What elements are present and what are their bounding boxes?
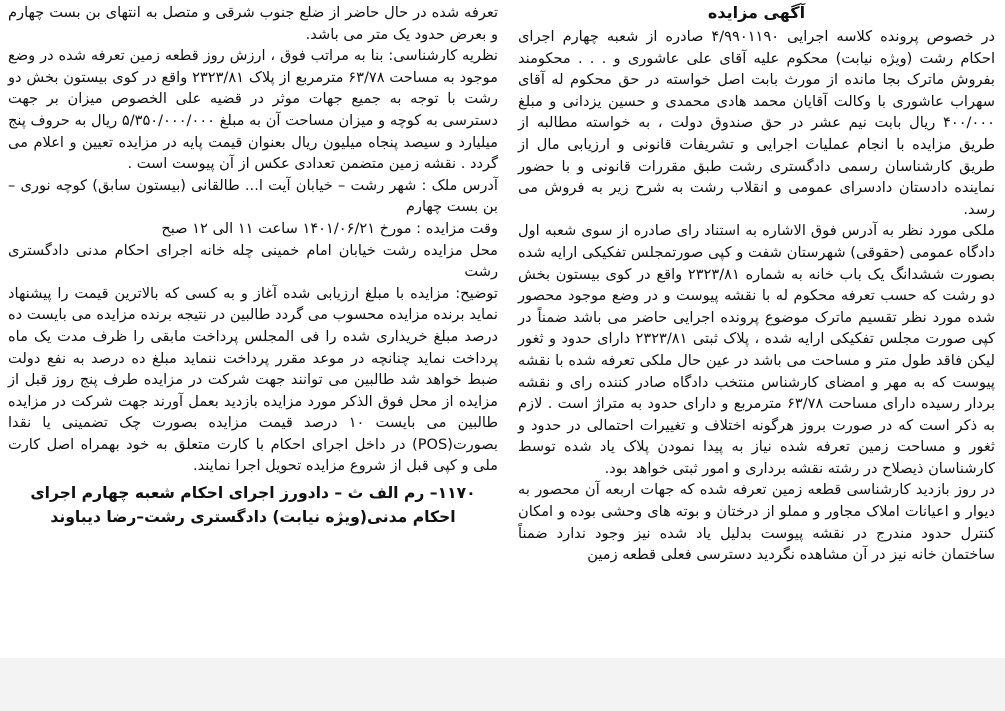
paragraph-access-continuation: تعرفه شده در حال حاضر از ضلع جنوب شرقی و متصل به انتهای بن بست چهارم و بعرض حدود یک متر می باشد. (8, 4, 498, 43)
paragraph-auction-time: وقت مزایده : مورخ ۱۴۰۱/۰۶/۲۱ ساعت ۱۱ الی ۱۲ صبح (161, 219, 498, 237)
paragraph-property-description: ملکی مورد نظر به آدرس فوق الاشاره به استناد رای صادره از سوی شعبه اول دادگاه عمومی (حقوقی) شهرستان شفت و کپی صورتمجلس تفکیکی ارایه شده بصورت ششدانگ یک باب خانه به شماره ۲۳۲۳/۸۱ واقع در کوی بیستون بخش دو رشت که حسب تعرفه محکوم له با نقشه پیوست و در وضع موجود محصور شده مورد نظر تقسیم ماترک موضوع پرونده اجرایی حاضر می باشد ضمناً در کپی صورت مجلس تفکیکی ارایه شده ، پلاک ثبتی ۲۳۲۳/۸۱ دارای حدود و ثغور لیکن فاقد طول متر و مساحت می باشد در عین حال ملکی تعرفه شده با نقشه پیوست که به مهر و امضای کارشناس منتخب دادگاه صادر کننده رای و نقشه بردار رسیده دارای مساحت ۶۳/۷۸ مترمربع و دارای حدود به متراژ است . لازم به ذکر است که در صورت بروز هرگونه اختلاف و تغییرات احتمالی در حدود و ثغور و مساحت زمین تعرفه شده نیاز به پیدا نمودن پلاک یاد شده توسط کارشناسان ذیصلاح در رشته نقشه برداری و امور ثبتی خواهد بود. (518, 222, 996, 477)
left-column (8, 2, 498, 529)
bottom-margin (0, 658, 1005, 711)
right-column (518, 2, 995, 566)
paragraph-terms: توضیح: مزایده با مبلغ ارزیابی شده آغاز و به کسی که بالاترین قیمت را پیشنهاد نماید برنده مزایده محسوب می گردد طالبین در نتیجه برنده مزایده می بایست ده درصد مبلغ خریداری شده را فی المجلس پرداخت مابقی را ظرف مدت یک ماه پرداخت نماید چنانچه در موعد مقرر پرداخت ننماید مبلغ ده درصد به نفع دولت ضبط خواهد شد طالبین می توانند جهت شرکت در مزایده طرف پنج روز قبل از مزایده از محل فوق الذکر مورد مزایده بازدید بعمل آورند جهت شرکت در مزایده طالبین می بایست ۱۰ درصد قیمت مزایده بصورت چک تضمینی یا نقدا بصورت(POS) در داخل اجرای احکام با کارت متعلق به خود بهمراه اصل کارت ملی و کپی قبل از شروع مزایده تحویل اجرا نمایند. (8, 284, 498, 475)
notice-title: آگهی مزایده (707, 3, 806, 22)
paragraph-auction-location: محل مزایده رشت خیابان امام خمینی چله خانه اجرای احکام مدنی دادگستری رشت (8, 241, 498, 281)
signature-line: ۱۱۷۰– رم الف ث – دادورز اجرای احکام شعبه چهارم اجرای احکام مدنی(ویژه نیابت) دادگستری رشت–رضا دیباوند (30, 484, 476, 527)
paragraph-site-inspection: در روز بازدید کارشناسی قطعه زمین تعرفه شده که جهات اربعه آن محصور به دیوار و اعیانات املاک مجاور و مملو از درختان و بوته های وحشی بوده و امکان کنترل حدود مندرج در نقشه پیوست بدلیل یاد شده نیز وجود ندارد ضمناً ساختمان خانه نیز در آن مشاهده نگردید دسترسی فعلی قطعه زمین (518, 481, 995, 564)
paragraph-property-address: آدرس ملک : شهر رشت – خیابان آیت ا... طالقانی (بیستون سابق) کوچه نوری – بن بست چهارم (8, 176, 498, 216)
paragraph-expert-opinion: نظریه کارشناسی: بنا به مراتب فوق ، ارزش روز قطعه زمین تعرفه شده در وضع موجود به مساحت ۶۳/۷۸ مترمربع از پلاک ۲۳۲۳/۸۱ واقع در کوی بیستون بخش دو رشت با توجه به جمیع جهات موثر در قضیه علی الخصوص میزان بر جهت دسترسی به کوچه و میزان مساحت آن به مبلغ ۵/۳۵۰/۰۰۰/۰۰۰ ریال به حروف پنج میلیارد و سیصد پنجاه میلیون ریال بعنوان قیمت پایه در مزایده تعیین و اعلام می گردد . نقشه زمین متضمن تعدادی عکس از آن پیوست است . (8, 47, 498, 173)
paragraph-case-intro: در خصوص پرونده کلاسه اجرایی ۴/۹۹۰۱۱۹۰ صادره از شعبه چهارم اجرای احکام رشت (ویژه نیابت) محکوم علیه آقای علی عاشوری و . . . محکومند بفروش ماترک بجا مانده از مورث بابت اصل خواسته در حق محکوم له آقای سهراب عاشوری با وکالت آقایان محمد هادی محمدی و حسین یزدانی و مبلغ ۴۰۰/۰۰۰ ریال بابت نیم عشر در حق صندوق دولت ، به خواسته مطالبه از طریق مزایده با انجام عملیات اجرایی و تشریفات قانونی و ارزیابی مال از طریق کارشناسان رسمی دادگستری رشت طبق مقررات قانونی و با حضور نماینده دادستان دادسرای عمومی و انقلاب رشت به شرح زیر به فروش می رسد. (518, 28, 995, 218)
